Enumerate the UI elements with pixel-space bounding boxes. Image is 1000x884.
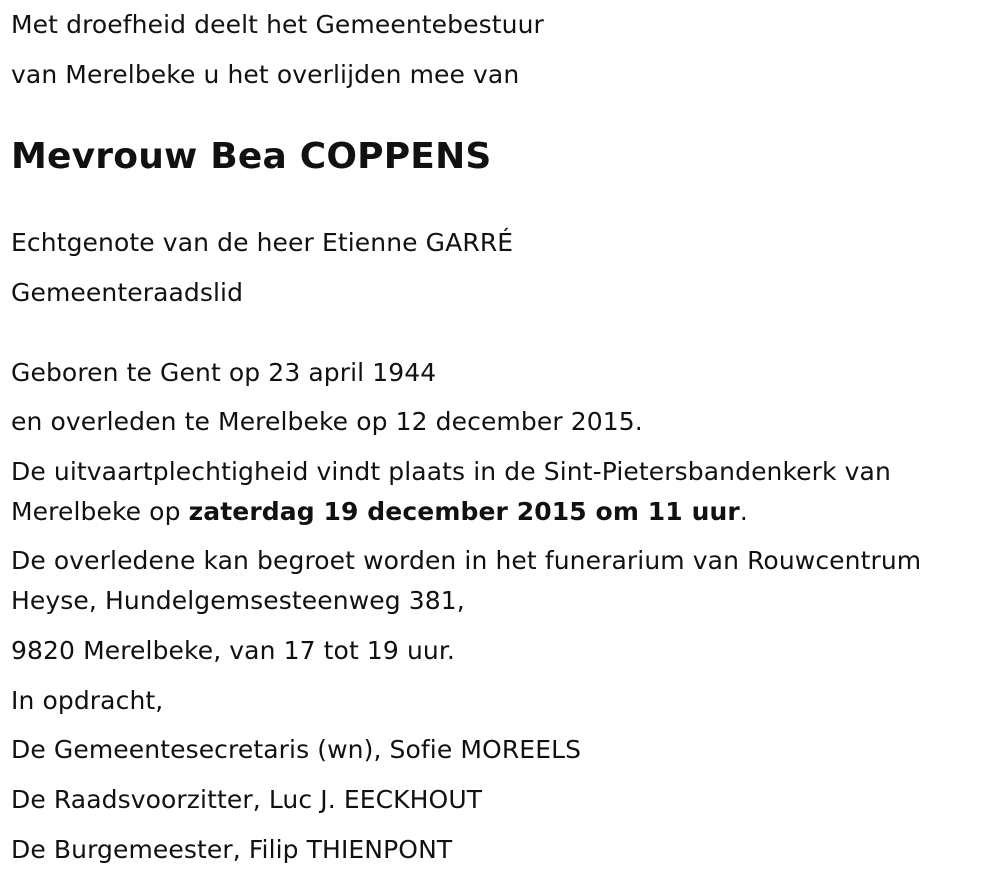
intro-line-2: van Merelbeke u het overlijden mee van [11, 60, 520, 89]
visitation-address: 9820 Merelbeke, van 17 tot 19 uur. [11, 636, 455, 665]
visitation-paragraph: De overledene kan begroet worden in het funerarium van Rouwcentrum Heyse, Hundelgemsesteenweg 381, [11, 546, 922, 615]
signatories-intro: In opdracht, [11, 686, 164, 715]
signatory-mayor: De Burgemeester, Filip THIENPONT [11, 835, 453, 864]
signatory-chair: De Raadsvoorzitter, Luc J. EECKHOUT [11, 785, 483, 814]
death-line: en overleden te Merelbeke op 12 december 2015. [11, 407, 643, 436]
funeral-suffix: . [739, 497, 748, 526]
spouse-line: Echtgenote van de heer Etienne GARRÉ [11, 228, 514, 257]
funeral-datetime: zaterdag 19 december 2015 om 11 uur [188, 497, 740, 526]
birth-line: Geboren te Gent op 23 april 1944 [11, 358, 437, 387]
role-line: Gemeenteraadslid [11, 278, 244, 307]
funeral-paragraph [11, 452, 996, 532]
signatory-secretary: De Gemeentesecretaris (wn), Sofie MOREELS [11, 735, 582, 764]
funeral-prefix: De uitvaartplechtigheid vindt plaats in de Sint-Pietersbandenkerk van Merelbeke op [11, 457, 891, 526]
intro-line-1: Met droefheid deelt het Gemeentebestuur [11, 10, 544, 39]
deceased-name: Mevrouw Bea COPPENS [11, 136, 492, 177]
